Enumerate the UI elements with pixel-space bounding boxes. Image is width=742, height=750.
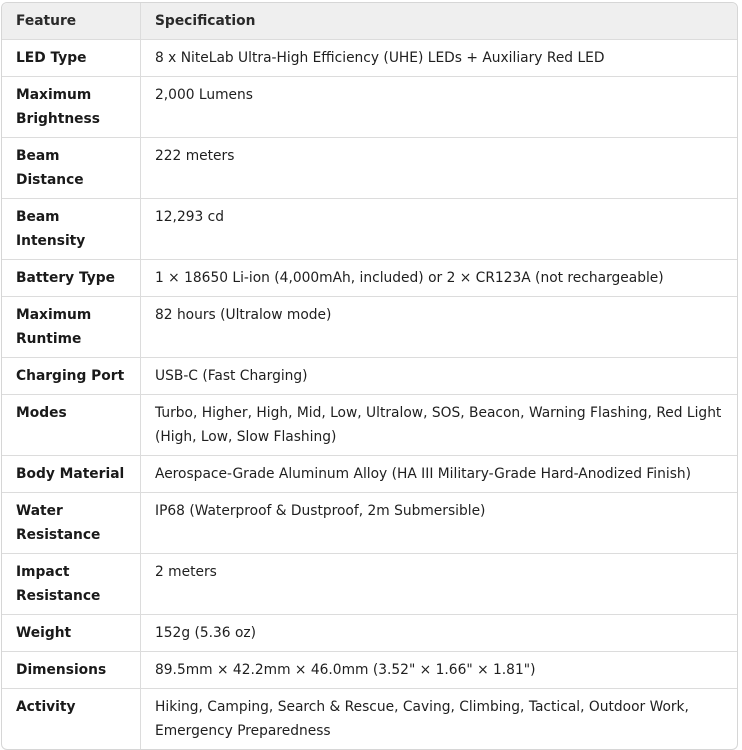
- spec-cell: 89.5mm × 42.2mm × 46.0mm (3.52" × 1.66" × 1.81"): [141, 652, 737, 689]
- table-row: [2, 297, 737, 358]
- spec-cell: Hiking, Camping, Search & Rescue, Caving, Climbing, Tactical, Outdoor Work, Emergency Preparedness: [155, 699, 689, 739]
- spec-cell: USB-C (Fast Charging): [141, 358, 737, 395]
- table-row: [2, 493, 737, 554]
- spec-table: [1, 2, 738, 750]
- spec-cell: 8 x NiteLab Ultra-High Efficiency (UHE) LEDs + Auxiliary Red LED: [141, 40, 737, 77]
- feature-cell: Activity: [2, 689, 141, 749]
- table-row: [2, 456, 737, 493]
- table-row: [2, 615, 737, 652]
- spec-cell: Aerospace-Grade Aluminum Alloy (HA III Military-Grade Hard-Anodized Finish): [141, 456, 737, 493]
- feature-cell: Water Resistance: [2, 493, 141, 554]
- table-row: [2, 138, 737, 199]
- feature-cell: Body Material: [2, 456, 141, 493]
- feature-cell: LED Type: [2, 40, 141, 77]
- table-row: [2, 652, 737, 689]
- spec-cell: 2 meters: [141, 554, 737, 615]
- table-row: [2, 260, 737, 297]
- spec-cell: IP68 (Waterproof & Dustproof, 2m Submersible): [141, 493, 737, 554]
- feature-cell: Impact Resistance: [2, 554, 141, 615]
- spec-cell: Turbo, Higher, High, Mid, Low, Ultralow, SOS, Beacon, Warning Flashing, Red Light (High, Low, Slow Flashing): [141, 395, 737, 456]
- header-specification: Specification: [141, 3, 737, 40]
- feature-cell: Dimensions: [2, 652, 141, 689]
- spec-cell: 82 hours (Ultralow mode): [141, 297, 737, 358]
- table-row: [2, 77, 737, 138]
- feature-cell: Maximum Runtime: [2, 297, 141, 358]
- table-row: [2, 199, 737, 260]
- table-row: [2, 395, 737, 456]
- table-row: [2, 358, 737, 395]
- feature-cell: Battery Type: [2, 260, 141, 297]
- table-header-row: [2, 3, 737, 40]
- feature-cell: Maximum Brightness: [2, 77, 141, 138]
- spec-cell: 2,000 Lumens: [141, 77, 737, 138]
- table-row: [2, 689, 737, 749]
- feature-cell: Charging Port: [2, 358, 141, 395]
- feature-cell: Beam Distance: [2, 138, 141, 199]
- header-feature: Feature: [2, 3, 141, 40]
- table-row: [2, 40, 737, 77]
- table-row: [2, 554, 737, 615]
- spec-cell: 222 meters: [141, 138, 737, 199]
- spec-cell: 1 × 18650 Li-ion (4,000mAh, included) or 2 × CR123A (not rechargeable): [141, 260, 737, 297]
- feature-cell: Modes: [2, 395, 141, 456]
- feature-cell: Weight: [2, 615, 141, 652]
- spec-cell: 152g (5.36 oz): [141, 615, 737, 652]
- feature-cell: Beam Intensity: [2, 199, 141, 260]
- spec-cell: 12,293 cd: [141, 199, 737, 260]
